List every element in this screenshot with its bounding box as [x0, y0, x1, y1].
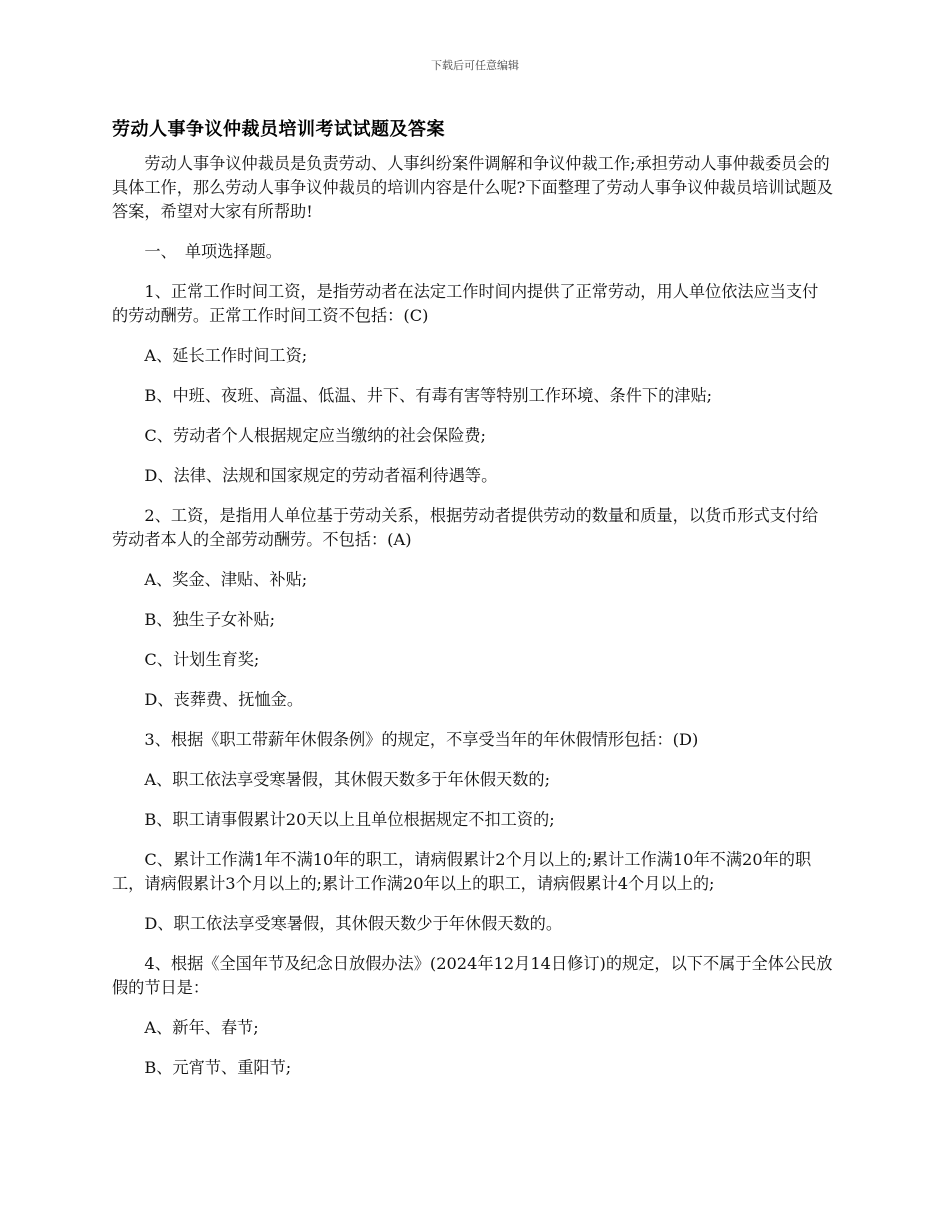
header-note: 下载后可任意编辑	[431, 59, 519, 72]
document-title: 劳动人事争议仲裁员培训考试试题及答案	[112, 119, 445, 140]
q2-option-c: C、计划生育奖;	[144, 650, 260, 669]
q3-option-c: C、累计工作满1年不满10年的职工，请病假累计2个月以上的;累计工作满10年不满20年的职工，请病假累计3个月以上的;累计工作满20年以上的职工，请病假累计4个月以上的;	[112, 850, 812, 893]
question-4: 4、根据《全国年节及纪念日放假办法》(2024年12月14日修订)的规定，以下不属于全体公民放假的节日是：	[112, 954, 833, 997]
q3-option-b: B、职工请事假累计20天以上且单位根据规定不扣工资的;	[144, 810, 555, 829]
q4-option-a: A、新年、春节;	[144, 1018, 259, 1037]
q2-option-b: B、独生子女补贴;	[144, 610, 276, 629]
q2-option-a: A、奖金、津贴、补贴;	[144, 570, 308, 589]
question-2: 2、工资，是指用人单位基于劳动关系，根据劳动者提供劳动的数量和质量，以货币形式支付给劳动者本人的全部劳动酬劳。不包括：(A)	[112, 506, 819, 549]
question-1: 1、正常工作时间工资，是指劳动者在法定工作时间内提供了正常劳动，用人单位依法应当支付的劳动酬劳。正常工作时间工资不包括：(C)	[112, 282, 819, 325]
q1-option-d: D、法律、法规和国家规定的劳动者福利待遇等。	[144, 466, 498, 485]
document-body	[112, 152, 834, 1096]
q4-option-b: B、元宵节、重阳节;	[144, 1058, 292, 1077]
q1-option-a: A、延长工作时间工资;	[144, 346, 308, 365]
q1-option-b: B、中班、夜班、高温、低温、井下、有毒有害等特别工作环境、条件下的津贴;	[144, 386, 713, 405]
q3-option-a: A、职工依法享受寒暑假，其休假天数多于年休假天数的;	[144, 770, 551, 789]
q2-option-d: D、丧葬费、抚恤金。	[144, 690, 304, 709]
intro-paragraph: 劳动人事争议仲裁员是负责劳动、人事纠纷案件调解和争议仲裁工作;承担劳动人事仲裁委员会的具体工作，那么劳动人事争议仲裁员的培训内容是什么呢?下面整理了劳动人事争议仲裁员培训试题及答案，希望对大家有所帮助!	[112, 154, 833, 221]
q3-option-d: D、职工依法享受寒暑假，其休假天数少于年休假天数的。	[144, 914, 563, 933]
q1-option-c: C、劳动者个人根据规定应当缴纳的社会保险费;	[144, 426, 486, 445]
question-3: 3、根据《职工带薪年休假条例》的规定，不享受当年的年休假情形包括：(D)	[144, 730, 699, 749]
section-heading: 一、 单项选择题。	[144, 242, 282, 261]
